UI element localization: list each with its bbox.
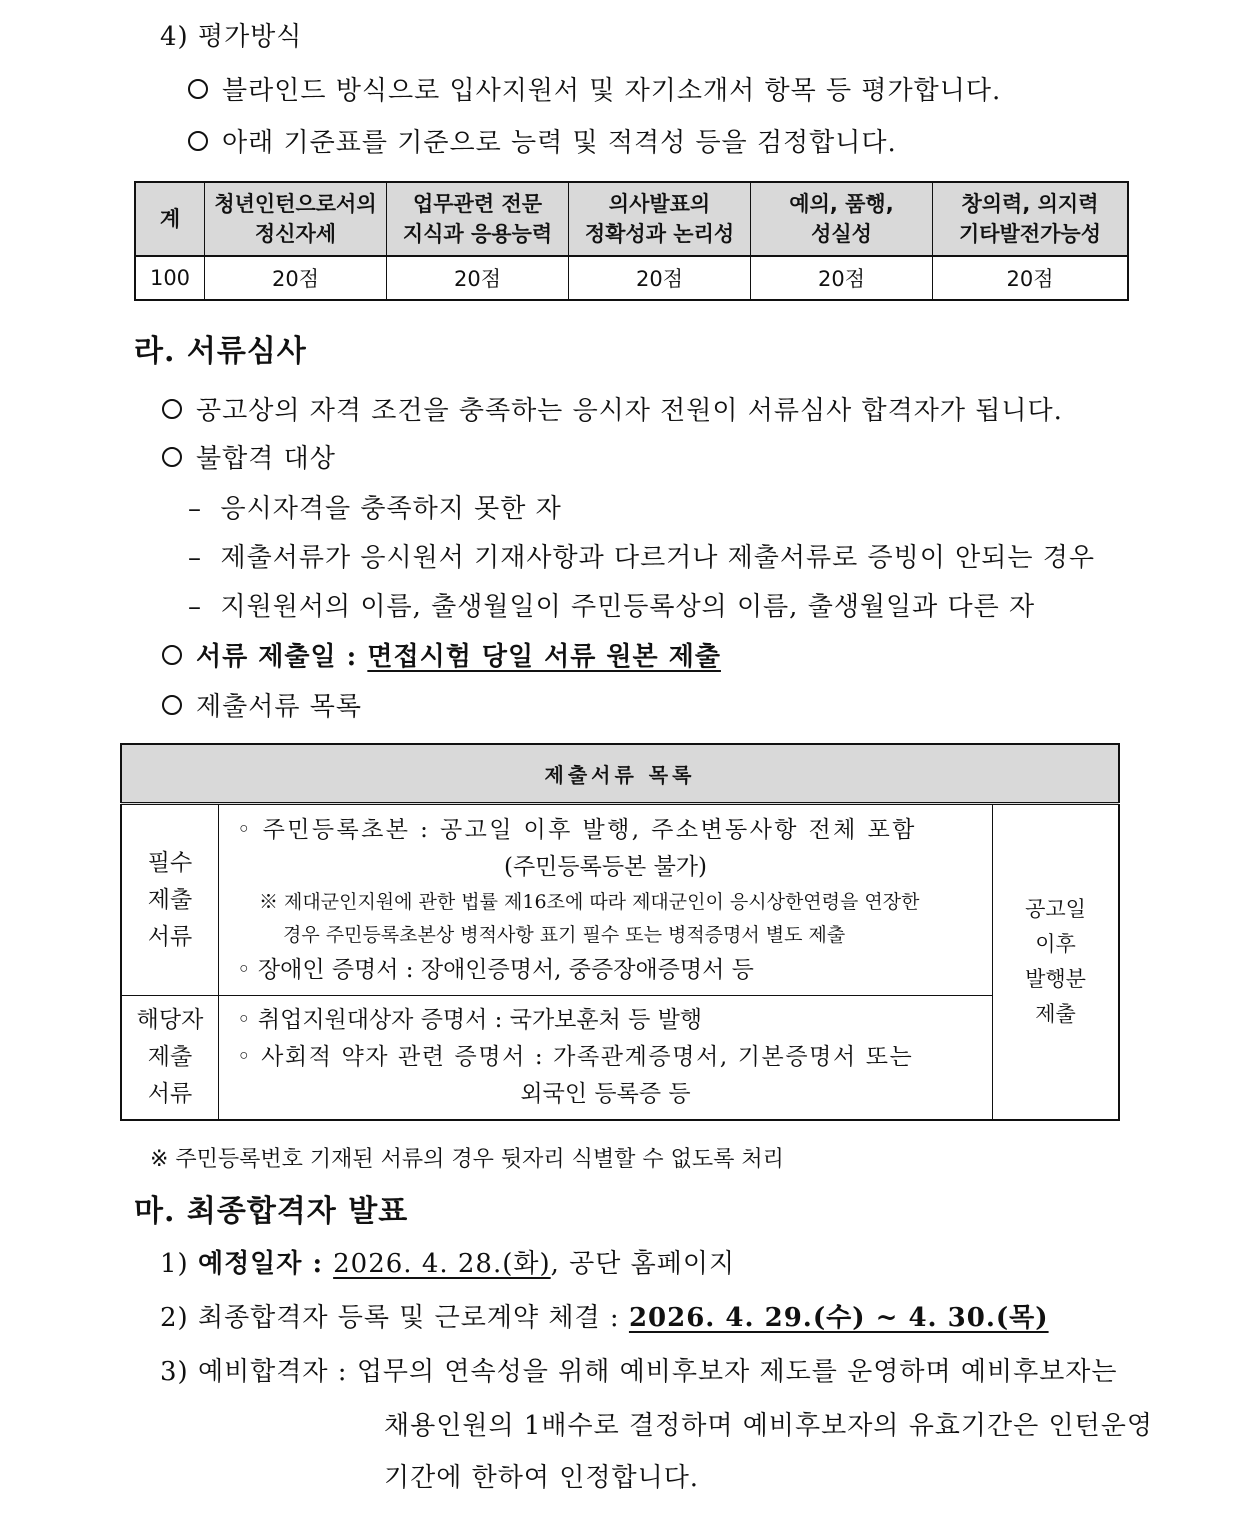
footnote: ※ 주민등록번호 기재된 서류의 경우 뒷자리 식별할 수 없도록 처리	[150, 1147, 784, 1172]
eval-header-total: 계	[135, 182, 205, 256]
eval-score-cell: 20점	[933, 256, 1129, 300]
circle-bullet-icon	[188, 131, 208, 151]
applicable-docs-label: 해당자 제출 서류	[121, 996, 219, 1121]
final-item-3-line-2: 채용인원의 1배수로 결정하며 예비후보자의 유효기간은 인턴운영	[384, 1411, 1153, 1441]
applicable-docs-row	[121, 996, 1119, 1121]
eval-criteria-table	[134, 181, 1129, 301]
eval-header-attitude: 청년인턴으로서의 정신자세	[205, 182, 387, 256]
eval-bullet-2: 아래 기준표를 기준으로 능력 및 적격성 등을 검정합니다.	[188, 122, 897, 159]
circle-bullet-icon	[162, 447, 182, 467]
required-docs-label: 필수 제출 서류	[121, 804, 219, 996]
final-item-2: 2) 최종합격자 등록 및 근로계약 체결 : 2026. 4. 29.(수) ~ 4. 30.(목)	[160, 1303, 1049, 1333]
required-docs-row	[121, 804, 1119, 996]
issue-date-note: 공고일 이후 발행분 제출	[993, 804, 1120, 1121]
disqualify-item-3: – 지원원서의 이름, 출생월일이 주민등록상의 이름, 출생월일과 다른 자	[188, 592, 1036, 622]
submit-date-line: 서류 제출일 : 면접시험 당일 서류 원본 제출	[162, 636, 721, 673]
circle-bullet-icon	[162, 645, 182, 665]
disqualify-item-1: – 응시자격을 충족하지 못한 자	[188, 494, 562, 524]
eval-score-total: 100	[135, 256, 205, 300]
eval-header-knowledge: 업무관련 전문 지식과 응용능력	[387, 182, 569, 256]
eval-score-cell: 20점	[751, 256, 933, 300]
submit-date-value: 면접시험 당일 서류 원본 제출	[367, 642, 721, 672]
announcement-date: 2026. 4. 28.(화)	[333, 1249, 551, 1279]
documents-table-header: 제출서류 목록	[121, 744, 1119, 804]
eval-bullet-1: 블라인드 방식으로 입사지원서 및 자기소개서 항목 등 평가합니다.	[188, 70, 1001, 107]
documents-table	[120, 743, 1120, 1121]
eval-method-heading: 4) 평가방식	[160, 22, 303, 52]
eval-header-manners: 예의, 품행, 성실성	[751, 182, 933, 256]
final-announcement-title: 마. 최종합격자 발표	[134, 1194, 409, 1229]
applicable-docs-content: ◦ 취업지원대상자 증명서 : 국가보훈처 등 발행 ◦ 사회적 약자 관련 증명서 : 가족관계증명서, 기본증명서 또는 외국인 등록증 등	[219, 996, 993, 1121]
circle-bullet-icon	[162, 695, 182, 715]
doc-review-title: 라. 서류심사	[134, 334, 307, 369]
doc-review-bullet-1: 공고상의 자격 조건을 충족하는 응시자 전원이 서류심사 합격자가 됩니다.	[162, 390, 1063, 427]
final-item-1: 1) 예정일자 : 2026. 4. 28.(화), 공단 홈페이지	[160, 1249, 736, 1279]
eval-score-cell: 20점	[205, 256, 387, 300]
doc-list-label: 제출서류 목록	[162, 686, 362, 723]
disqualify-item-2: – 제출서류가 응시원서 기재사항과 다르거나 제출서류로 증빙이 안되는 경우	[188, 543, 1095, 573]
circle-bullet-icon	[162, 399, 182, 419]
eval-score-row	[135, 256, 1128, 300]
eval-header-expression: 의사발표의 정확성과 논리성	[569, 182, 751, 256]
eval-score-cell: 20점	[569, 256, 751, 300]
required-docs-content: ◦ 주민등록초본 : 공고일 이후 발행, 주소변동사항 전체 포함 (주민등록등본 불가) ※ 제대군인지원에 관한 법률 제16조에 따라 제대군인이 응시상한연령을 연장한 경우 주민등록초본상 병적사항 표기 필수 또는 병적증명서 별도 제출 ◦ 장애인 증명서 : 장애인증명서, 중증장애증명서 등	[219, 804, 993, 996]
doc-review-bullet-2: 불합격 대상	[162, 438, 336, 475]
eval-header-row	[135, 182, 1128, 256]
eval-header-creativity: 창의력, 의지력 기타발전가능성	[933, 182, 1129, 256]
circle-bullet-icon	[188, 79, 208, 99]
final-item-3-line-1: 3) 예비합격자 : 업무의 연속성을 위해 예비후보자 제도를 운영하며 예비후보자는	[160, 1357, 1118, 1387]
registration-date: 2026. 4. 29.(수) ~ 4. 30.(목)	[628, 1303, 1049, 1333]
eval-score-cell: 20점	[387, 256, 569, 300]
final-item-3-line-3: 기간에 한하여 인정합니다.	[384, 1463, 700, 1493]
